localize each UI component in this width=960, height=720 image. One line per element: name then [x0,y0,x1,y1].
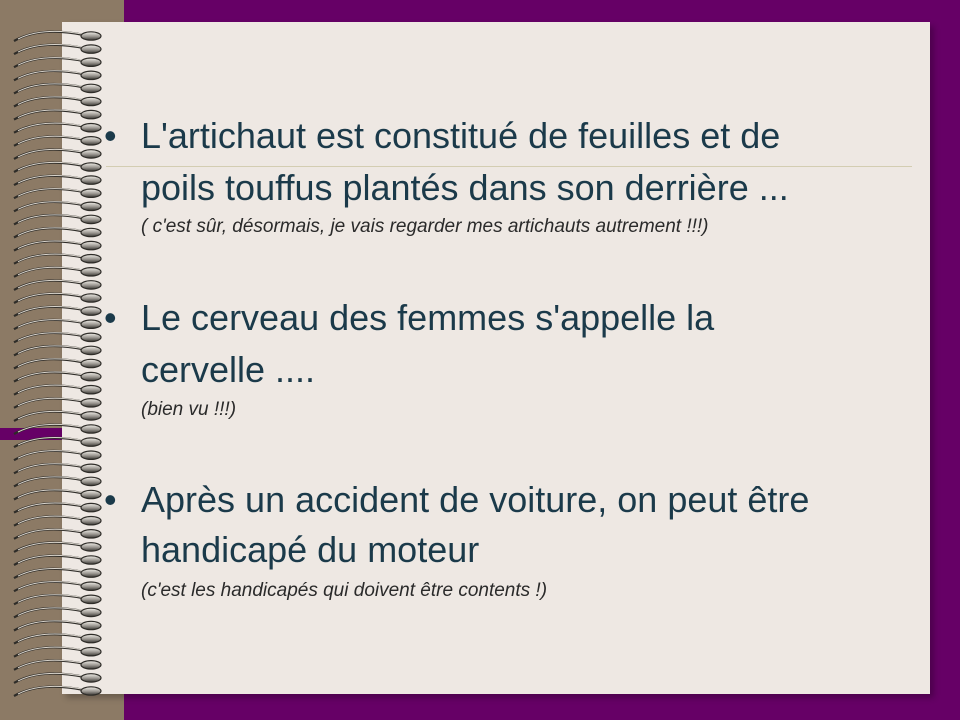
spiral-binding-icon [0,0,110,720]
bullet-icon: • [104,115,117,156]
item-text-line: cervelle .... [141,349,316,390]
item-note: (bien vu !!!) [141,399,237,420]
bullet-icon: • [104,297,117,338]
item-text-line: Après un accident de voiture, on peut être [141,479,810,520]
item-text-line: Le cerveau des femmes s'appelle la [141,297,715,338]
bullet-icon: • [104,479,117,520]
item-note: (c'est les handicapés qui doivent être contents !) [141,580,548,601]
item-note: ( c'est sûr, désormais, je vais regarder mes artichauts autrement !!!) [141,216,709,237]
item-text-line: handicapé du moteur [141,529,480,570]
item-text-line: poils touffus plantés dans son derrière ... [141,167,789,208]
item-text-line: L'artichaut est constitué de feuilles et de [141,115,781,156]
